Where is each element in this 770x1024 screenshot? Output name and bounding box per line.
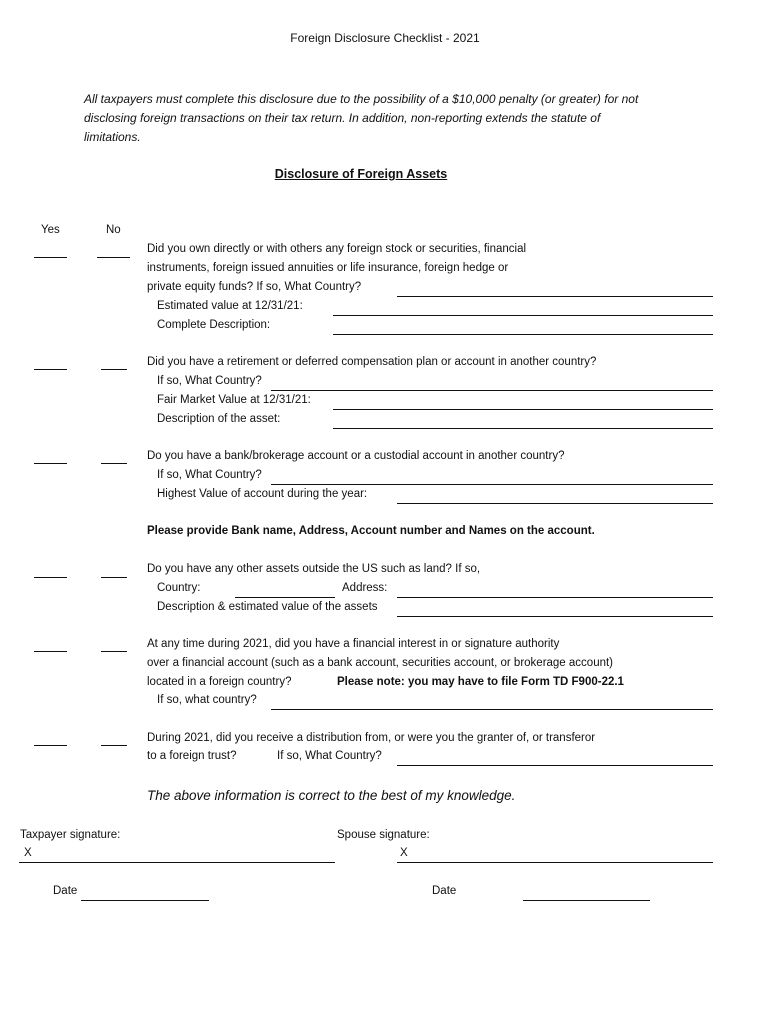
q1-text-line-2: instruments, foreign issued annuities or life insurance, foreign hedge or (147, 262, 509, 274)
q5-text-line-2: over a financial account (such as a bank account, securities account, or brokerage account) (147, 657, 614, 669)
q2-no-blank[interactable] (101, 369, 127, 370)
q4-description-field[interactable] (397, 616, 713, 617)
q4-address-field[interactable] (397, 597, 713, 598)
q1-yes-blank[interactable] (34, 257, 67, 258)
intro-paragraph: All taxpayers must complete this disclosure due to the possibility of a $10,000 penalty (or greater) for not disclosing foreign transactions on their tax return. In addition, non-reporting extends the statute of limitations. (84, 92, 639, 144)
taxpayer-date-label: Date (53, 885, 78, 897)
q5-form-note: Please note: you may have to file Form TD F900-22.1 (337, 676, 624, 688)
yes-column-header: Yes (41, 224, 60, 236)
q3-text-line-1: Do you have a bank/brokerage account or a custodial account in another country? (147, 450, 565, 462)
spouse-signature-x: X (400, 847, 408, 859)
q5-text-line-3: located in a foreign country? (147, 676, 292, 688)
spouse-signature-label: Spouse signature: (337, 829, 430, 841)
q2-fair-market-value-field[interactable] (333, 409, 713, 410)
q1-no-blank[interactable] (97, 257, 130, 258)
q3-yes-blank[interactable] (34, 463, 67, 464)
q1-text-line-1: Did you own directly or with others any foreign stock or securities, financial (147, 243, 527, 255)
q1-description-label: Complete Description: (157, 319, 271, 331)
q2-country-field[interactable] (271, 390, 713, 391)
q5-text-line-1: At any time during 2021, did you have a financial interest in or signature authority (147, 638, 560, 650)
q5-country-label: If so, what country? (157, 694, 257, 706)
no-column-header: No (106, 224, 121, 236)
q1-text-line-3: private equity funds? If so, What Country? (147, 281, 362, 293)
q2-text-line-1: Did you have a retirement or deferred compensation plan or account in another country? (147, 356, 597, 368)
q5-country-field[interactable] (271, 709, 713, 710)
q1-description-field[interactable] (333, 334, 713, 335)
q4-address-label: Address: (342, 582, 388, 594)
taxpayer-signature-field[interactable] (19, 862, 335, 863)
q1-estimated-value-label: Estimated value at 12/31/21: (157, 300, 303, 312)
q3-highest-value-field[interactable] (397, 503, 713, 504)
q5-yes-blank[interactable] (34, 651, 67, 652)
q4-description-label: Description & estimated value of the assets (157, 601, 378, 613)
q3-no-blank[interactable] (101, 463, 127, 464)
q2-description-field[interactable] (333, 428, 713, 429)
q3-country-field[interactable] (271, 484, 713, 485)
q2-fair-market-value-label: Fair Market Value at 12/31/21: (157, 394, 311, 406)
q5-no-blank[interactable] (101, 651, 127, 652)
q2-description-label: Description of the asset: (157, 413, 281, 425)
certification-statement: The above information is correct to the best of my knowledge. (147, 788, 516, 803)
q4-no-blank[interactable] (101, 577, 127, 578)
q4-country-field[interactable] (235, 597, 335, 598)
q3-country-label: If so, What Country? (157, 469, 262, 481)
taxpayer-date-field[interactable] (81, 900, 209, 901)
q6-country-label: If so, What Country? (277, 750, 382, 762)
q2-yes-blank[interactable] (34, 369, 67, 370)
q2-country-label: If so, What Country? (157, 375, 262, 387)
page-title: Foreign Disclosure Checklist - 2021 (290, 31, 480, 45)
q4-yes-blank[interactable] (34, 577, 67, 578)
spouse-date-label: Date (432, 885, 457, 897)
q6-country-field[interactable] (397, 765, 713, 766)
taxpayer-signature-label: Taxpayer signature: (20, 829, 121, 841)
spouse-signature-field[interactable] (397, 862, 713, 863)
q4-country-label: Country: (157, 582, 201, 594)
q3-highest-value-label: Highest Value of account during the year: (157, 488, 368, 500)
q6-text-line-1: During 2021, did you receive a distribution from, or were you the granter of, or transferor (147, 732, 596, 744)
taxpayer-signature-x: X (24, 847, 32, 859)
q6-yes-blank[interactable] (34, 745, 67, 746)
q3-bank-info-note: Please provide Bank name, Address, Account number and Names on the account. (147, 525, 595, 537)
q6-no-blank[interactable] (101, 745, 127, 746)
section-heading: Disclosure of Foreign Assets (274, 167, 448, 181)
q1-estimated-value-field[interactable] (333, 315, 713, 316)
spouse-date-field[interactable] (523, 900, 650, 901)
q1-country-field[interactable] (397, 296, 713, 297)
q6-text-line-2: to a foreign trust? (147, 750, 237, 762)
q4-text-line-1: Do you have any other assets outside the US such as land? If so, (147, 563, 481, 575)
